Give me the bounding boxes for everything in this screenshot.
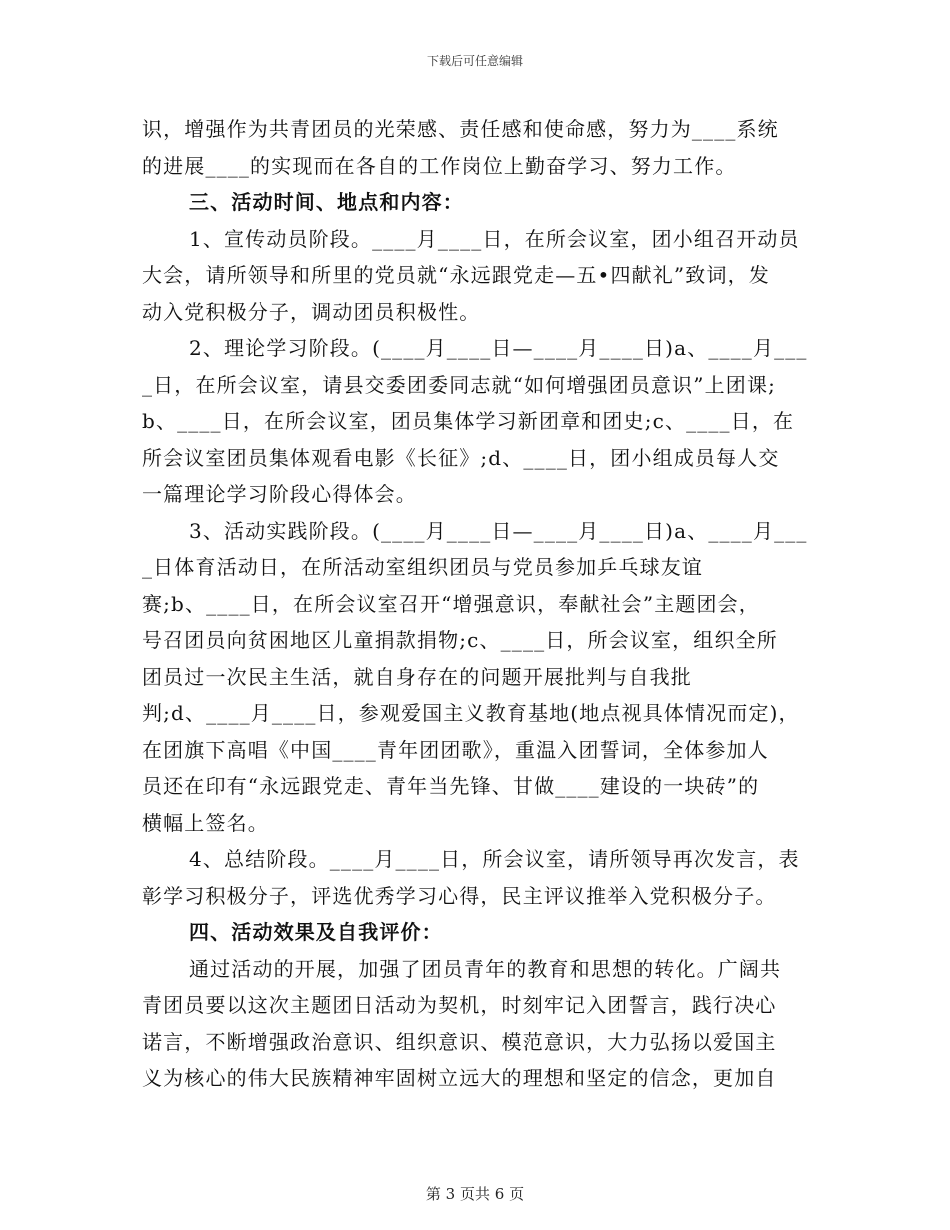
- page-header: 下载后可任意编辑: [426, 54, 523, 68]
- body-line: 诺言，不断增强政治意识、组织意识、模范意识，大力弘扬以爱国主: [142, 1029, 777, 1054]
- body-line: 横幅上签名。: [142, 810, 269, 835]
- body-line: 在团旗下高唱《中国____青年团团歌》，重温入团誓词，全体参加人: [142, 737, 769, 762]
- body-line: 2、理论学习阶段。(____月____日—____月____日)a、____月___: [189, 336, 808, 360]
- section-heading: 四、活动效果及自我评价：: [189, 920, 443, 944]
- body-line: 通过活动的开展，加强了团员青年的教育和思想的转化。广阔共: [189, 956, 782, 981]
- body-line: 员还在印有“永远跟党走、青年当先锋、甘做____建设的一块砖”的: [142, 774, 760, 798]
- section-heading: 三、活动时间、地点和内容：: [189, 190, 464, 214]
- body-line: _日，在所会议室，请县交委团委同志就“如何增强团员意识”上团课;: [142, 372, 776, 397]
- body-line: 青团员要以这次主题团日活动为契机，时刻牢记入团誓言，践行决心: [142, 993, 777, 1017]
- body-line: 1、宣传动员阶段。____月____日，在所会议室，团小组召开动员: [189, 226, 800, 251]
- body-line: 义为核心的伟大民族精神牢固树立远大的理想和坚定的信念，更加自: [142, 1066, 777, 1090]
- body-line: 判;d、____月____日，参观爱国主义教育基地(地点视具体情况而定)，: [142, 701, 800, 725]
- body-line: 赛;b、____日，在所会议室召开“增强意识，奉献社会”主题团会，: [142, 591, 760, 616]
- body-line: 所会议室团员集体观看电影《长征》;d、____日，团小组成员每人交: [142, 445, 780, 470]
- body-line: _日体育活动日，在所活动室组织团员与党员参加乒乓球友谊: [142, 555, 704, 579]
- body-line: 彰学习积极分子，评选优秀学习心得，民主评议推举入党积极分子。: [142, 883, 777, 908]
- body-line: 动入党积极分子，调动团员积极性。: [142, 299, 481, 324]
- body-line: 号召团员向贫困地区儿童捐款捐物;c、____日，所会议室，组织全所: [142, 628, 778, 652]
- body-line: 3、活动实践阶段。(____月____日—____月____日)a、____月___: [189, 518, 808, 543]
- body-line: b、____日，在所会议室，团员集体学习新团章和团史;c、____日，在: [142, 409, 795, 433]
- body-line: 团员过一次民主生活，就自身存在的问题开展批判与自我批: [142, 664, 692, 689]
- document-body: [142, 111, 812, 1097]
- body-line: 大会，请所领导和所里的党员就“永远跟党走—五•四献礼”致词，发: [142, 263, 770, 287]
- body-line: 的进展____的实现而在各自的工作岗位上勤奋学习、努力工作。: [142, 153, 737, 178]
- body-line: 一篇理论学习阶段心得体会。: [142, 482, 417, 506]
- body-line: 识，增强作为共青团员的光荣感、责任感和使命感，努力为____系统: [142, 117, 779, 141]
- body-line: 4、总结阶段。____月____日，所会议室，请所领导再次发言，表: [189, 847, 800, 871]
- page-footer: 第 3 页共 6 页: [425, 1185, 525, 1203]
